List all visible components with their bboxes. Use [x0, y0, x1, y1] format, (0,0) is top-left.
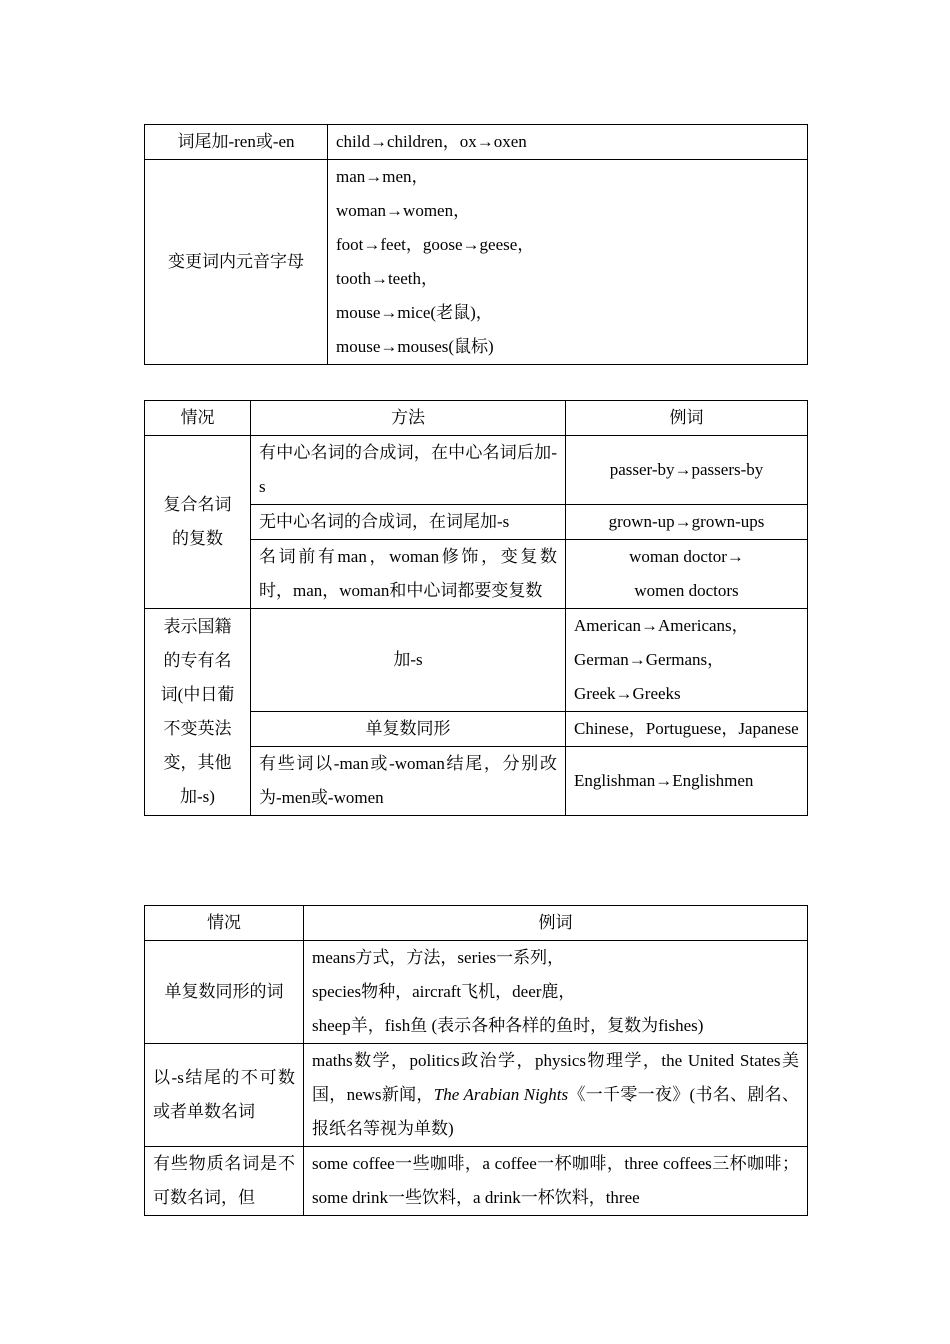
examples-cell: child→children，ox→oxen [328, 125, 808, 160]
situation-label: 复合名词 的复数 [145, 436, 251, 609]
special-noun-number-table [144, 905, 808, 1216]
example-cell: passer-by→passers-by [566, 436, 808, 505]
table-row [145, 1044, 808, 1147]
table-row [145, 609, 808, 712]
situation-label: 有些物质名词是不可数名词，但 [145, 1147, 304, 1216]
table-header-row [145, 906, 808, 941]
column-header: 例词 [304, 906, 808, 941]
situation-label: 单复数同形的词 [145, 941, 304, 1044]
rule-label: 变更词内元音字母 [145, 160, 328, 365]
example-cell: Chinese，Portuguese，Japanese [566, 712, 808, 747]
table-row [145, 160, 808, 365]
column-header: 情况 [145, 906, 304, 941]
examples-cell: means方式，方法，series一系列， species物种，aircraft飞机，deer鹿， sheep羊，fish鱼 (表示各种各样的鱼时，复数为fishes) [304, 941, 808, 1044]
method-cell: 有中心名词的合成词，在中心名词后加-s [251, 436, 566, 505]
examples-cell: man→men， woman→women， foot→feet，goose→geese， tooth→teeth， mouse→mice(老鼠)， mouse→mouses(鼠标) [328, 160, 808, 365]
situation-label: 以-s结尾的不可数或者单数名词 [145, 1044, 304, 1147]
example-cell: grown-up→grown-ups [566, 505, 808, 540]
irregular-plural-table [144, 124, 808, 365]
book-title: The Arabian Nights [433, 1085, 569, 1104]
situation-label: 表示国籍 的专有名 词(中日葡 不变英法 变，其他 加-s) [145, 609, 251, 816]
table-row [145, 125, 808, 160]
example-cell: Englishman→Englishmen [566, 747, 808, 816]
examples-cell: some coffee一些咖啡，a coffee一杯咖啡，three coffees三杯咖啡；some drink一些饮料，a drink一杯饮料，three [304, 1147, 808, 1216]
column-header: 例词 [566, 401, 808, 436]
method-cell: 单复数同形 [251, 712, 566, 747]
compound-nationality-plural-table [144, 400, 808, 816]
table-row [145, 1147, 808, 1216]
table-row [145, 941, 808, 1044]
method-cell: 名词前有man，woman修饰，变复数时，man，woman和中心词都要变复数 [251, 540, 566, 609]
example-cell: American→Americans， German→Germans， Greek→Greeks [566, 609, 808, 712]
example-cell: woman doctor→ women doctors [566, 540, 808, 609]
column-header: 方法 [251, 401, 566, 436]
examples-cell: maths数学，politics政治学，physics物理学，the United States美国，news新闻，The Arabian Nights《一千零一夜》(书名、剧名、报纸名等视为单数) [304, 1044, 808, 1147]
method-cell: 有些词以-man或-woman结尾，分别改为-men或-women [251, 747, 566, 816]
method-cell: 加-s [251, 609, 566, 712]
method-cell: 无中心名词的合成词，在词尾加-s [251, 505, 566, 540]
rule-label: 词尾加-ren或-en [145, 125, 328, 160]
table-header-row [145, 401, 808, 436]
table-row [145, 436, 808, 505]
column-header: 情况 [145, 401, 251, 436]
